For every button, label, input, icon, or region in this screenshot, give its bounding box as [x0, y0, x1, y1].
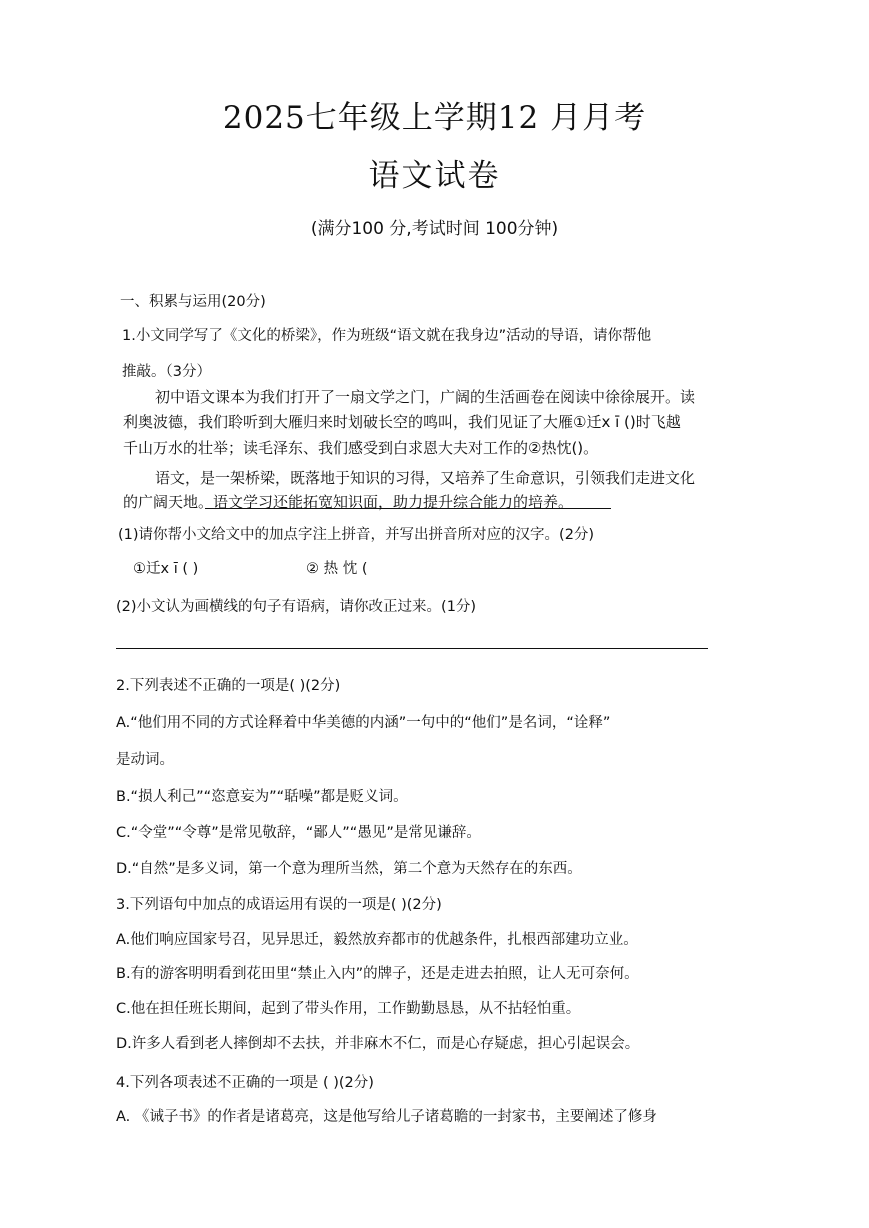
q1-passage-line1: 初中语文课本为我们打开了一扇文学之门，广阔的生活画卷在阅读中徐徐展开。读: [155, 388, 696, 406]
section-heading: 一、积累与运用(20分): [120, 294, 266, 310]
q4-option-a-line1: A. 《诫子书》的作者是诸葛亮，这是他写给儿子诸葛瞻的一封家书，主要阐述了修身: [116, 1109, 657, 1125]
q1-underlined-sentence: 语文学习还能拓宽知识面，助力提升综合能力的培养。: [213, 493, 574, 511]
exam-subject-title: 语文试卷: [368, 158, 501, 194]
q1-passage-line5-plain: 的广阔天地。: [123, 493, 214, 511]
q1-stem-line2: 推敲。（3分）: [122, 364, 211, 380]
q3-stem: 3.下列语句中加点的成语运用有误的一项是( )(2分): [116, 897, 442, 913]
q1-sub1-item1: ①迁x ī ( ): [133, 561, 199, 577]
q2-option-a-line2: 是动词。: [116, 752, 174, 768]
q2-option-b: B.“损人利己”“恣意妄为”“聒噪”都是贬义词。: [116, 789, 408, 805]
q3-option-c: C.他在担任班长期间，起到了带头作用，工作勤勤恳恳，从不拈轻怕重。: [116, 1001, 581, 1017]
q1-passage-line3: 千山万水的壮举；读毛泽东、我们感受到白求恩大夫对工作的②热忱()。: [123, 439, 599, 457]
q2-option-a-line1: A.“他们用不同的方式诠释着中华美德的内涵”一句中的“他们”是名词，“诠释”: [116, 715, 611, 731]
q4-stem: 4.下列各项表述不正确的一项是 ( )(2分): [116, 1075, 374, 1091]
q2-option-d: D.“自然”是多义词，第一个意为理所当然，第二个意为天然存在的东西。: [116, 861, 582, 877]
q1-sub1: (1)请你帮小文给文中的加点字注上拼音，并写出拼音所对应的汉字。(2分): [118, 527, 595, 543]
q1-underline: [205, 508, 611, 509]
q3-option-a: A.他们响应国家号召，见异思迁，毅然放弃都市的优越条件，扎根西部建功立业。: [116, 932, 638, 948]
q3-option-b: B.有的游客明明看到花田里“禁止入内”的牌子，还是走进去拍照，让人无可奈何。: [116, 966, 639, 982]
q1-passage-line2: 利奥波德，我们聆听到大雁归来时划破长空的鸣叫，我们见证了大雁①迁x ī ()时飞越: [123, 413, 681, 431]
exam-title: 2025七年级上学期12 月月考: [222, 100, 647, 136]
q2-option-c: C.“令堂”“令尊”是常见敬辞，“鄙人”“愚见”是常见谦辞。: [116, 825, 481, 841]
q1-stem-line1: 1.小文同学写了《文化的桥梁》，作为班级“语文就在我身边”活动的导语，请你帮他: [122, 328, 652, 344]
q2-stem: 2.下列表述不正确的一项是( )(2分): [116, 678, 341, 694]
exam-score-time: (满分100 分,考试时间 100分钟): [310, 219, 559, 239]
q1-sub2: (2)小文认为画横线的句子有语病，请你改正过来。(1分): [116, 599, 477, 615]
q1-passage-line4: 语文，是一架桥梁，既落地于知识的习得，又培养了生命意识，引领我们走进文化: [155, 469, 696, 487]
q3-option-d: D.许多人看到老人摔倒却不去扶，并非麻木不仁，而是心存疑虑，担心引起误会。: [116, 1036, 640, 1052]
q1-sub1-item2: ② 热 忱 (: [306, 561, 368, 577]
answer-line: [116, 648, 708, 649]
